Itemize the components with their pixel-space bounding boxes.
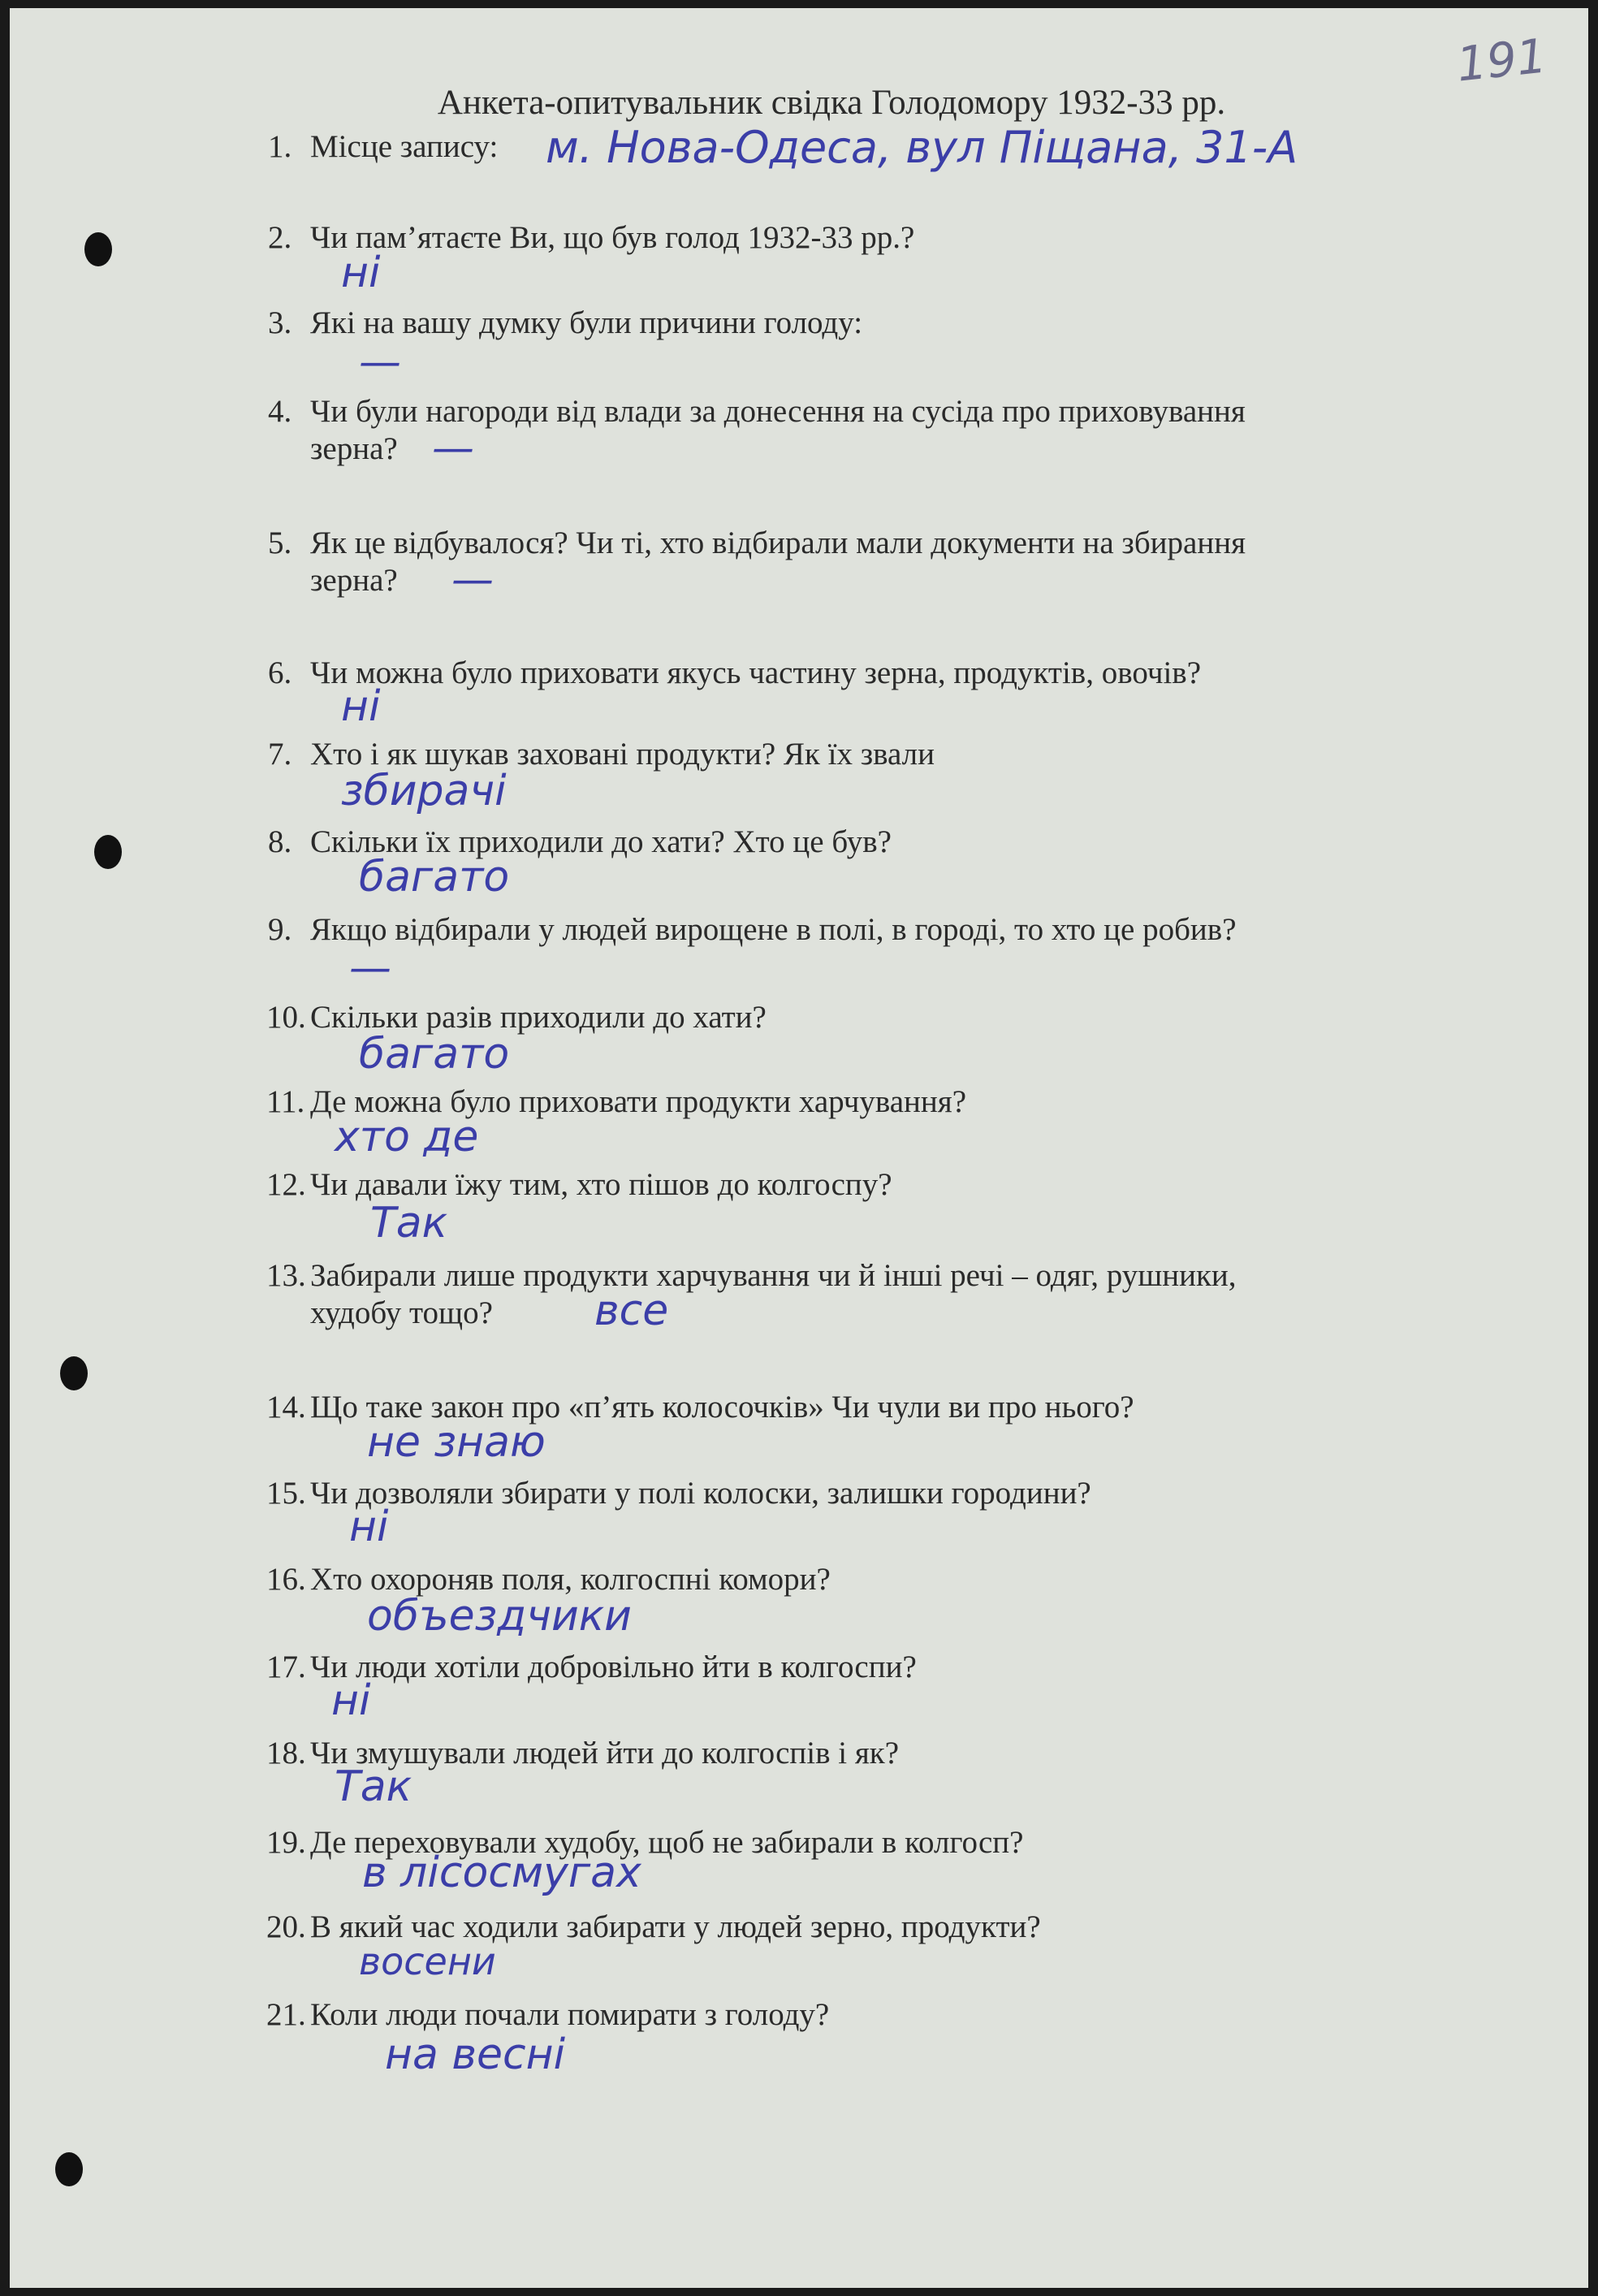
question-text: зерна? — [310, 563, 398, 598]
handwritten-answer: — — [359, 338, 401, 387]
question-text: худобу тощо? — [310, 1295, 493, 1330]
question-text: Що таке закон про «п’ять колосочків» Чи чули ви про нього? — [310, 1390, 1134, 1425]
question-text: Хто і як шукав заховані продукти? Як їх звали — [310, 737, 935, 772]
punch-hole — [60, 1356, 88, 1390]
question-text: Як це відбувалося? Чи ті, хто відбирали мали документи на збирання — [310, 525, 1246, 560]
handwritten-answer: объездчики — [367, 1592, 632, 1641]
question-number: 11. — [266, 1084, 305, 1119]
handwritten-answer: ні — [331, 1676, 371, 1725]
handwritten-answer: Так — [335, 1762, 412, 1811]
question-number: 19. — [266, 1825, 306, 1860]
question-number: 16. — [266, 1562, 306, 1597]
handwritten-answer: — — [432, 424, 474, 473]
question-text: Чи пам’ятаєте Ви, що був голод 1932-33 рр.? — [310, 220, 915, 255]
question-number: 12. — [266, 1167, 306, 1202]
question-text: В який час ходили забирати у людей зерно, продукти? — [310, 1909, 1041, 1944]
question-text: Якщо відбирали у людей вирощене в полі, в городі, то хто це робив? — [310, 912, 1237, 947]
question-text: зерна? — [310, 431, 398, 466]
question-text: Чи змушували людей йти до колгоспів і як? — [310, 1736, 900, 1771]
handwritten-answer: хто де — [335, 1113, 479, 1161]
handwritten-answer: на весні — [385, 2030, 566, 2079]
question-text: Чи можна було приховати якусь частину зерна, продуктів, овочів? — [310, 655, 1202, 690]
question-number: 8. — [268, 824, 292, 859]
question-text: Чи були нагороди від влади за донесення на сусіда про приховування — [310, 394, 1246, 429]
question-text: Чи давали їжу тим, хто пішов до колгоспу? — [310, 1167, 892, 1202]
handwritten-answer: багато — [359, 1030, 510, 1079]
handwritten-answer: в лісосмугах — [362, 1848, 641, 1897]
question-number: 3. — [268, 305, 292, 340]
question-text: Які на вашу думку були причини голоду: — [310, 305, 863, 340]
punch-hole — [94, 835, 122, 869]
handwritten-answer: не знаю — [367, 1418, 546, 1467]
question-text: Коли люди почали помирати з голоду? — [310, 1997, 830, 2032]
handwritten-answer: все — [594, 1286, 669, 1335]
question-text: Чи дозволяли збирати у полі колоски, залишки городини? — [310, 1476, 1091, 1511]
handwritten-answer: ні — [341, 682, 381, 731]
handwritten-answer: Так — [370, 1199, 448, 1247]
question-text: Чи люди хотіли добровільно йти в колгоспи? — [310, 1650, 917, 1684]
handwritten-answer: ні — [349, 1503, 389, 1551]
question-text: Місце запису: — [310, 129, 499, 164]
handwritten-answer: м. Нова-Одеса, вул Піщана, 31-А — [546, 122, 1298, 173]
question-number: 7. — [268, 737, 292, 772]
question-number: 4. — [268, 394, 292, 429]
question-number: 9. — [268, 912, 292, 947]
question-number: 15. — [266, 1476, 306, 1511]
question-number: 2. — [268, 220, 292, 255]
handwritten-answer: багато — [359, 853, 510, 902]
questionnaire-page — [10, 8, 1588, 2288]
question-text: Скільки разів приходили до хати? — [310, 1000, 767, 1035]
page-number: 191 — [1453, 28, 1549, 93]
handwritten-answer: ні — [341, 249, 381, 297]
question-text: Скільки їх приходили до хати? Хто це був? — [310, 824, 892, 859]
handwritten-answer: восени — [359, 1939, 496, 1983]
handwritten-answer: — — [451, 556, 494, 604]
question-number: 21. — [266, 1997, 306, 2032]
punch-hole — [84, 232, 112, 266]
question-number: 13. — [266, 1258, 306, 1293]
punch-hole — [55, 2152, 83, 2186]
question-number: 10. — [266, 1000, 306, 1035]
question-text: Хто охороняв поля, колгоспні комори? — [310, 1562, 831, 1597]
handwritten-answer: — — [349, 944, 391, 992]
handwritten-answer: збирачі — [341, 767, 507, 815]
question-number: 1. — [268, 129, 292, 164]
question-text: Де можна було приховати продукти харчування? — [310, 1084, 967, 1119]
question-number: 20. — [266, 1909, 306, 1944]
question-number: 5. — [268, 525, 292, 560]
question-number: 17. — [266, 1650, 306, 1684]
document-title: Анкета-опитувальник свідка Голодомору 1932-33 рр. — [437, 84, 1226, 122]
question-number: 6. — [268, 655, 292, 690]
question-text: Де переховували худобу, щоб не забирали в колгосп? — [310, 1825, 1024, 1860]
question-number: 18. — [266, 1736, 306, 1771]
question-text: Забирали лише продукти харчування чи й інші речі – одяг, рушники, — [310, 1258, 1237, 1293]
question-number: 14. — [266, 1390, 306, 1425]
